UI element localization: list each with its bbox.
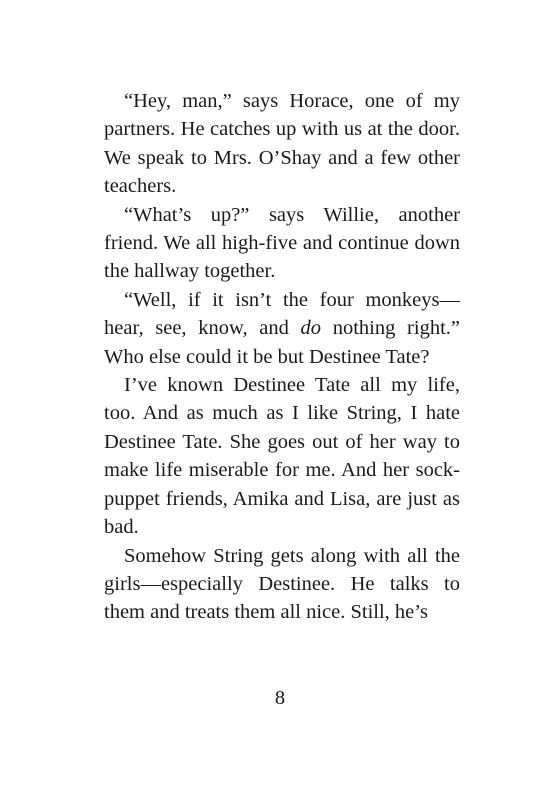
taunt-text-end: nothing right.” Who else could it be but Destinee Tate? (104, 317, 460, 368)
emphasized-word: do (300, 317, 322, 340)
page-number: 8 (274, 687, 286, 709)
body-text (104, 87, 460, 627)
taunt-text-start: “Well, if it isn’t the four monkeys—hear, see, know, and (104, 288, 460, 340)
paragraph-known-destinee: I’ve known Destinee Tate all my life, too. And as much as I like String, I hate Destinee Tate. She goes out of her way to make life miserable for me. And her sock-puppet friends, Amika and Lisa, are just as bad. (104, 374, 460, 539)
paragraph-horace-greeting: “Hey, man,” says Horace, one of my partners. He catches up with us at the door. We speak to Mrs. O’Shay and a few other teachers. (104, 90, 460, 198)
paragraph-willie-greeting: “What’s up?” says Willie, another friend. We all high-five and continue down the hallway together. (104, 203, 460, 283)
paragraph-destinee-taunt (104, 286, 460, 371)
paragraph-string-and-girls: Somehow String gets along with all the girls—especially Destinee. He talks to them and treats them all nice. Still, he’s (104, 544, 460, 624)
